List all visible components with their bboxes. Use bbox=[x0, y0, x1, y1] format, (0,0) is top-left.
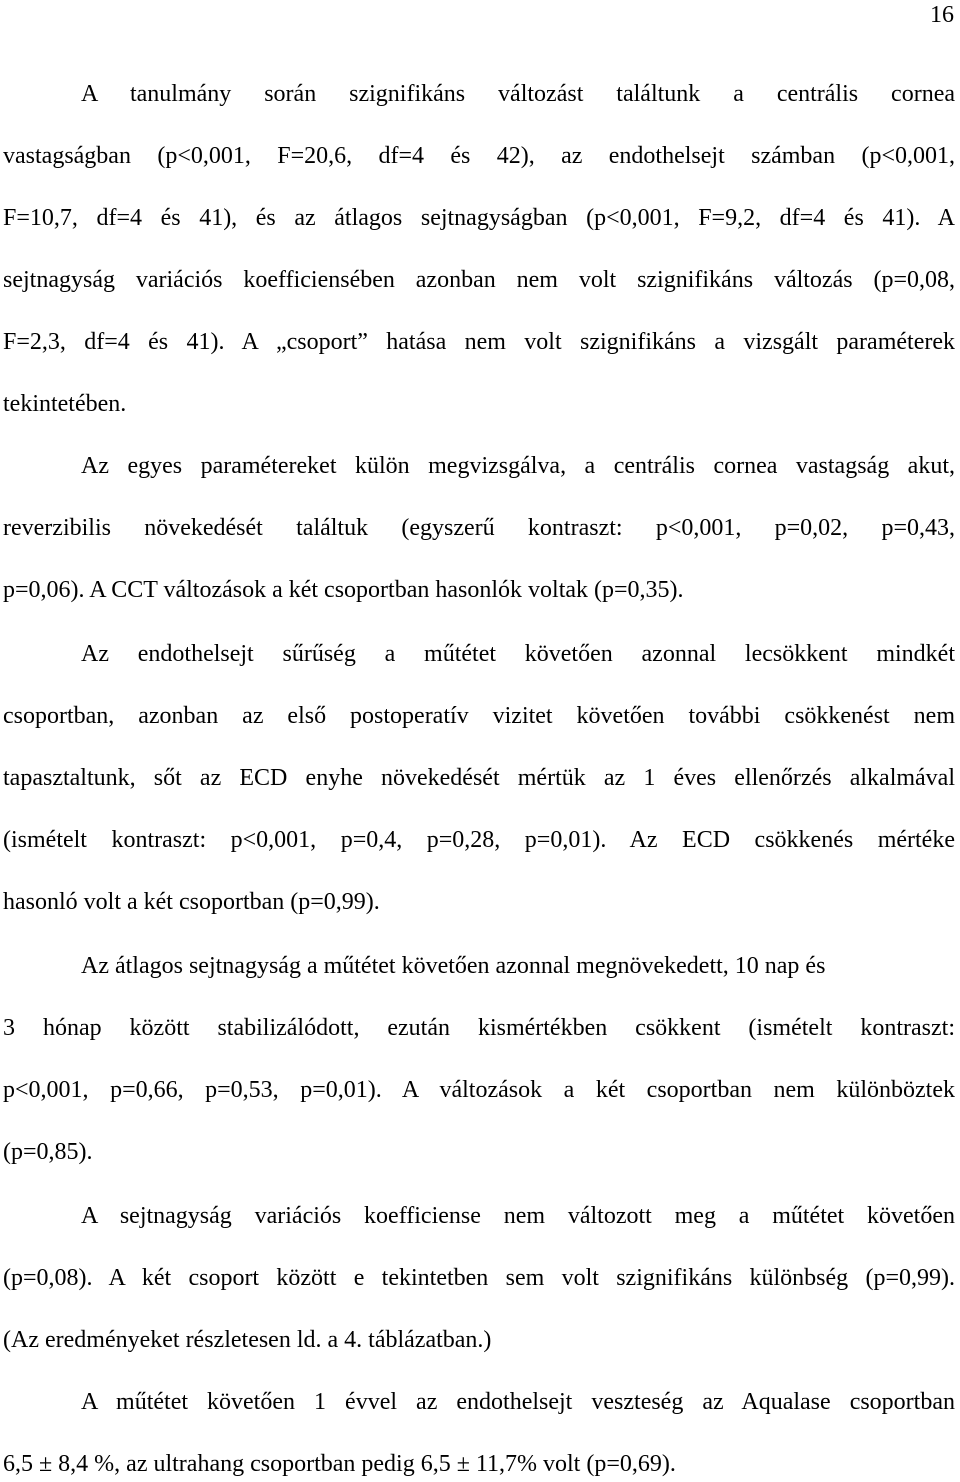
text-line: A sejtnagyság variációs koefficiense nem változott meg a műtétet követően bbox=[81, 1203, 955, 1229]
text-line: F=10,7, df=4 és 41), és az átlagos sejtnagyságban (p<0,001, F=9,2, df=4 és 41). A bbox=[3, 205, 955, 231]
text-line: Az átlagos sejtnagyság a műtétet követően azonnal megnövekedett, 10 nap és bbox=[81, 953, 826, 979]
text-line: Az endothelsejt sűrűség a műtétet követően azonnal lecsökkent mindkét bbox=[81, 641, 955, 667]
text-line: A műtétet követően 1 évvel az endothelsejt veszteség az Aqualase csoportban bbox=[81, 1389, 955, 1415]
text-line: (p=0,08). A két csoport között e tekintetben sem volt szignifikáns különbség (p=0,99). bbox=[3, 1265, 955, 1291]
text-line: F=2,3, df=4 és 41). A „csoport” hatása nem volt szignifikáns a vizsgált paraméterek bbox=[3, 329, 955, 355]
text-line: tekintetében. bbox=[3, 391, 127, 417]
text-line: sejtnagyság variációs koefficiensében azonban nem volt szignifikáns változás (p=0,08, bbox=[3, 267, 955, 293]
text-line: (p=0,85). bbox=[3, 1139, 93, 1165]
text-line: reverzibilis növekedését találtuk (egyszerű kontraszt: p<0,001, p=0,02, p=0,43, bbox=[3, 515, 955, 541]
text-line: csoportban, azonban az első postoperatív vizitet követően további csökkenést nem bbox=[3, 703, 955, 729]
text-line: hasonló volt a két csoportban (p=0,99). bbox=[3, 889, 380, 915]
text-line: p=0,06). A CCT változások a két csoportban hasonlók voltak (p=0,35). bbox=[3, 577, 684, 603]
text-line: vastagságban (p<0,001, F=20,6, df=4 és 42), az endothelsejt számban (p<0,001, bbox=[3, 143, 955, 169]
text-line: 6,5 ± 8,4 %, az ultrahang csoportban pedig 6,5 ± 11,7% volt (p=0,69). bbox=[3, 1451, 676, 1477]
text-line: (Az eredményeket részletesen ld. a 4. táblázatban.) bbox=[3, 1327, 492, 1353]
text-line: (ismételt kontraszt: p<0,001, p=0,4, p=0,28, p=0,01). Az ECD csökkenés mértéke bbox=[3, 827, 955, 853]
page-number: 16 bbox=[930, 2, 954, 28]
text-line: Az egyes paramétereket külön megvizsgálva, a centrális cornea vastagság akut, bbox=[81, 453, 955, 479]
text-line: A tanulmány során szignifikáns változást találtunk a centrális cornea bbox=[81, 81, 955, 107]
text-line: tapasztaltunk, sőt az ECD enyhe növekedését mértük az 1 éves ellenőrzés alkalmával bbox=[3, 765, 955, 791]
text-line: 3 hónap között stabilizálódott, ezután kismértékben csökkent (ismételt kontraszt: bbox=[3, 1015, 955, 1041]
text-line: p<0,001, p=0,66, p=0,53, p=0,01). A változások a két csoportban nem különböztek bbox=[3, 1077, 955, 1103]
